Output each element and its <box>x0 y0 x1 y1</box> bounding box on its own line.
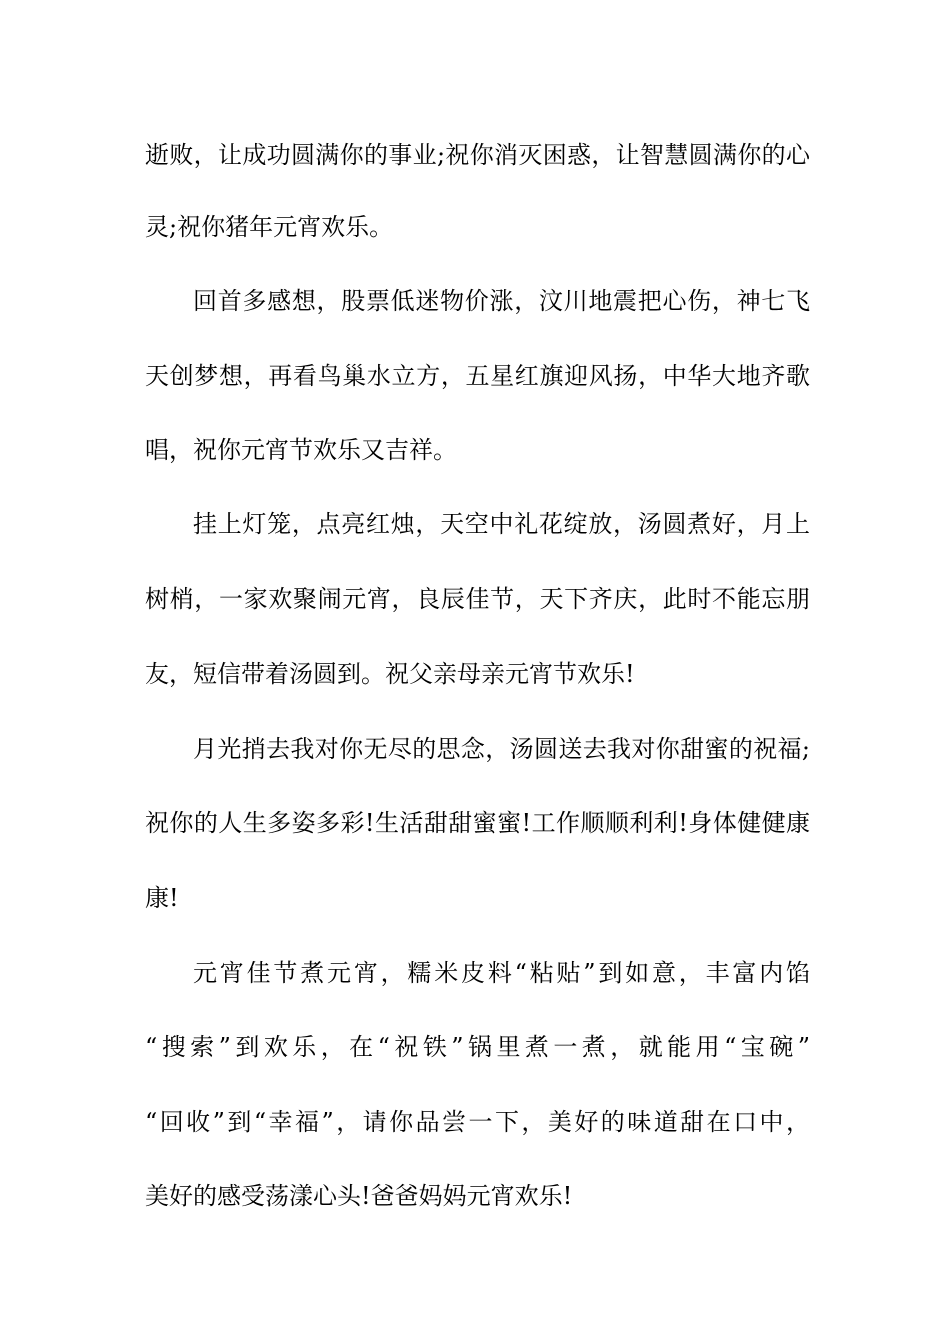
text-line-10: 祝你的人生多姿多彩!生活甜甜蜜蜜!工作顺顺利利!身体健健康 <box>145 809 810 837</box>
text-line-8: 友，短信带着汤圆到。祝父亲母亲元宵节欢乐! <box>145 660 635 688</box>
text-line-13: “搜索”到欢乐，在“祝铁”锅里煮一煮，就能用“宝碗” <box>145 1033 810 1061</box>
text-line-7: 树梢，一家欢聚闹元宵，良辰佳节，天下齐庆，此时不能忘朋 <box>145 585 810 613</box>
text-line-1: 逝败，让成功圆满你的事业;祝你消灭困惑，让智慧圆满你的心 <box>145 141 810 169</box>
text-line-2: 灵;祝你猪年元宵欢乐。 <box>145 213 394 241</box>
text-line-11: 康! <box>145 884 179 912</box>
text-line-14: “回收”到“幸福”，请你品尝一下，美好的味道甜在口中， <box>145 1108 810 1136</box>
text-line-12: 元宵佳节煮元宵，糯米皮料“粘贴”到如意，丰富内馅 <box>193 959 810 987</box>
text-line-9: 月光捎去我对你无尽的思念，汤圆送去我对你甜蜜的祝福; <box>193 735 810 763</box>
text-line-5: 唱，祝你元宵节欢乐又吉祥。 <box>145 436 457 464</box>
text-line-3: 回首多感想，股票低迷物价涨，汶川地震把心伤，神七飞 <box>193 287 810 315</box>
text-line-4: 天创梦想，再看鸟巢水立方，五星红旗迎风扬，中华大地齐歌 <box>145 362 810 390</box>
text-line-6: 挂上灯笼，点亮红烛，天空中礼花绽放，汤圆煮好，月上 <box>193 510 810 538</box>
text-line-15: 美好的感受荡漾心头!爸爸妈妈元宵欢乐! <box>145 1182 573 1210</box>
